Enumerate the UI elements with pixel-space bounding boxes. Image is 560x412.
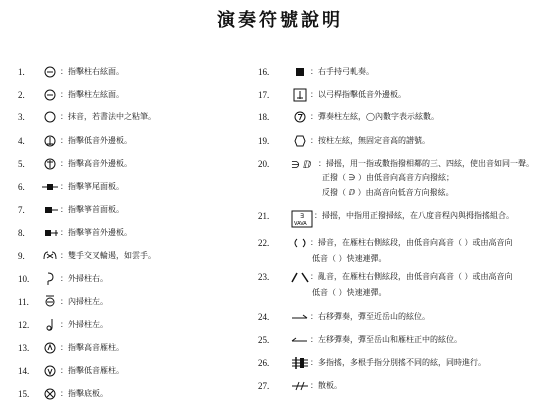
item-description: ：彈奏柱左絃，◯內數字表示絃數。 [310,112,439,121]
item-number: 26. [258,358,270,368]
list-item [258,334,462,346]
list-item [18,296,108,308]
list-item [258,357,486,369]
finger-out-icon [40,319,60,331]
item-number: 2. [18,90,25,100]
list-item [258,237,513,249]
bar-right-icon [40,227,60,239]
item-number: 21. [258,211,270,221]
list-item [18,365,124,377]
item-description: ：左移彈奏，彈至岳山和雁柱正中的絃位。 [310,335,462,344]
item-number: 18. [258,112,270,122]
list-item [18,204,124,216]
circle-cross-icon [40,158,60,170]
svg-text:ⅅ: ⅅ [303,160,312,171]
item-number: 15. [18,389,30,399]
item-number: 11. [18,297,29,307]
list-item [18,89,124,101]
item-description: ：右手持弓軋奏。 [310,67,374,76]
item-number: 10. [18,274,30,284]
list-item [18,135,132,147]
item-number: 24. [258,312,270,322]
item-description: ：指擊箏尾面板。 [60,182,124,191]
finger-right-icon [40,273,60,285]
item-description: ：掃摇，用一指或數指撥相鄰的三、四絃，使出音如同一聲。 [318,159,534,168]
item-description: ：多指搖，多根手指分別搖不同的絃，同時進行。 [310,358,486,367]
circle-bar-icon [40,135,60,147]
item-description: ：散板。 [310,381,342,390]
item-number: 27. [258,381,270,391]
slash-pair-icon [290,271,310,283]
item-number: 25. [258,335,270,345]
item-description: ：按柱左絃，無固定音高的譜號。 [310,136,430,145]
circle-seven-icon [290,111,310,123]
item-description: ：掃音，在雁柱右側絃段，由低音向高音（ ）或由高音向 [310,238,513,247]
item-description: ：外掃柱右。 [60,274,108,283]
strum-icon [290,158,318,170]
item-number: 7. [18,205,25,215]
item-description: ：指擊柱左絃面。 [60,90,124,99]
list-item [18,66,124,78]
hexagon-icon [290,135,310,147]
double-slash-icon [290,380,310,392]
item-description: ：指擊箏首外邊板。 [60,228,132,237]
item-description-continued: 反撥（ ⅅ ）由高音向低音方向撥絃。 [322,188,454,197]
item-number: 9. [18,251,25,261]
item-number: 22. [258,238,270,248]
list-item [258,66,374,78]
item-description-continued: 正撥（ ∋ ）由低音向高音方向撥絃； [322,173,455,182]
circle-icon [40,111,60,123]
circle-minus-icon [40,89,60,101]
filled-square-icon [290,66,310,78]
list-item [258,210,514,228]
item-description: ：指擊高音外邊板。 [60,159,132,168]
item-number: 12. [18,320,30,330]
list-item [258,271,513,283]
item-number: 3. [18,112,25,122]
list-item [18,111,156,123]
item-description: ：抹音，若書法中之粘筆。 [60,112,156,121]
item-description: ：指擊低音外邊板。 [60,136,132,145]
list-item [18,158,132,170]
item-description: ：掃摇，中指用正撥掃絃，在八度音程內與拇指搖組合。 [314,211,514,220]
list-item [258,89,406,101]
item-number: 1. [18,67,25,77]
vava-label: VAVA [294,221,307,227]
item-description: ：以弓桿指擊低音外邊板。 [310,90,406,99]
list-item [18,342,124,354]
item-description: ：指擊柱右絃面。 [60,67,124,76]
list-item [18,273,108,285]
bar-dot-icon [40,204,60,216]
arrow-left-icon [290,334,310,346]
double-fork-icon [40,250,60,262]
item-number: 8. [18,228,25,238]
item-description: ：指擊高音雁柱。 [60,343,124,352]
item-description: ：亂音，在雁柱右側絃段，由低音向高音（ ）或由高音向 [310,272,513,281]
finger-left-icon [40,296,60,308]
bracket-box-icon [290,89,310,101]
list-item [258,311,430,323]
item-number: 19. [258,136,270,146]
item-description: ：外掃柱左。 [60,320,108,329]
bar-plus-icon [40,181,60,193]
item-number: 4. [18,136,25,146]
item-number: 13. [18,343,30,353]
item-description: ：指擊底板。 [60,389,108,398]
item-number: 6. [18,182,25,192]
multi-strings-icon [290,357,310,369]
list-item [18,227,132,239]
item-description: ：指擊箏首面板。 [60,205,124,214]
page-title: 演奏符號說明 [217,10,343,31]
item-description-continued: 低音（ ）快速連彈。 [312,254,387,263]
circle-minus-icon [40,66,60,78]
item-number: 23. [258,272,270,282]
item-number: 14. [18,366,30,376]
list-item [18,250,156,262]
list-item [258,135,430,147]
item-description: ：右移彈奏，彈至近岳山的絃位。 [310,312,430,321]
list-item [258,380,342,392]
list-item [258,111,439,123]
arrow-right-icon [290,311,310,323]
svg-text:∃: ∃ [300,213,304,220]
svg-text:∋: ∋ [291,160,300,171]
vava-box-icon [290,210,314,228]
item-description: ：雙手交叉輪遏，如雲手。 [60,251,156,260]
list-item [258,158,534,170]
item-number: 20. [258,159,270,169]
list-item [18,319,108,331]
list-item [18,181,124,193]
list-item [18,388,108,400]
arc-pair-icon [290,237,310,249]
item-number: 16. [258,67,270,77]
item-description: ：內掃柱左。 [60,297,108,306]
item-description-continued: 低音（ ）快速連彈。 [312,288,387,297]
item-number: 5. [18,159,25,169]
circle-low-icon [40,365,60,377]
circle-x-icon [40,388,60,400]
item-description: ：指擊低音雁柱。 [60,366,124,375]
item-number: 17. [258,90,270,100]
circle-high-icon [40,342,60,354]
